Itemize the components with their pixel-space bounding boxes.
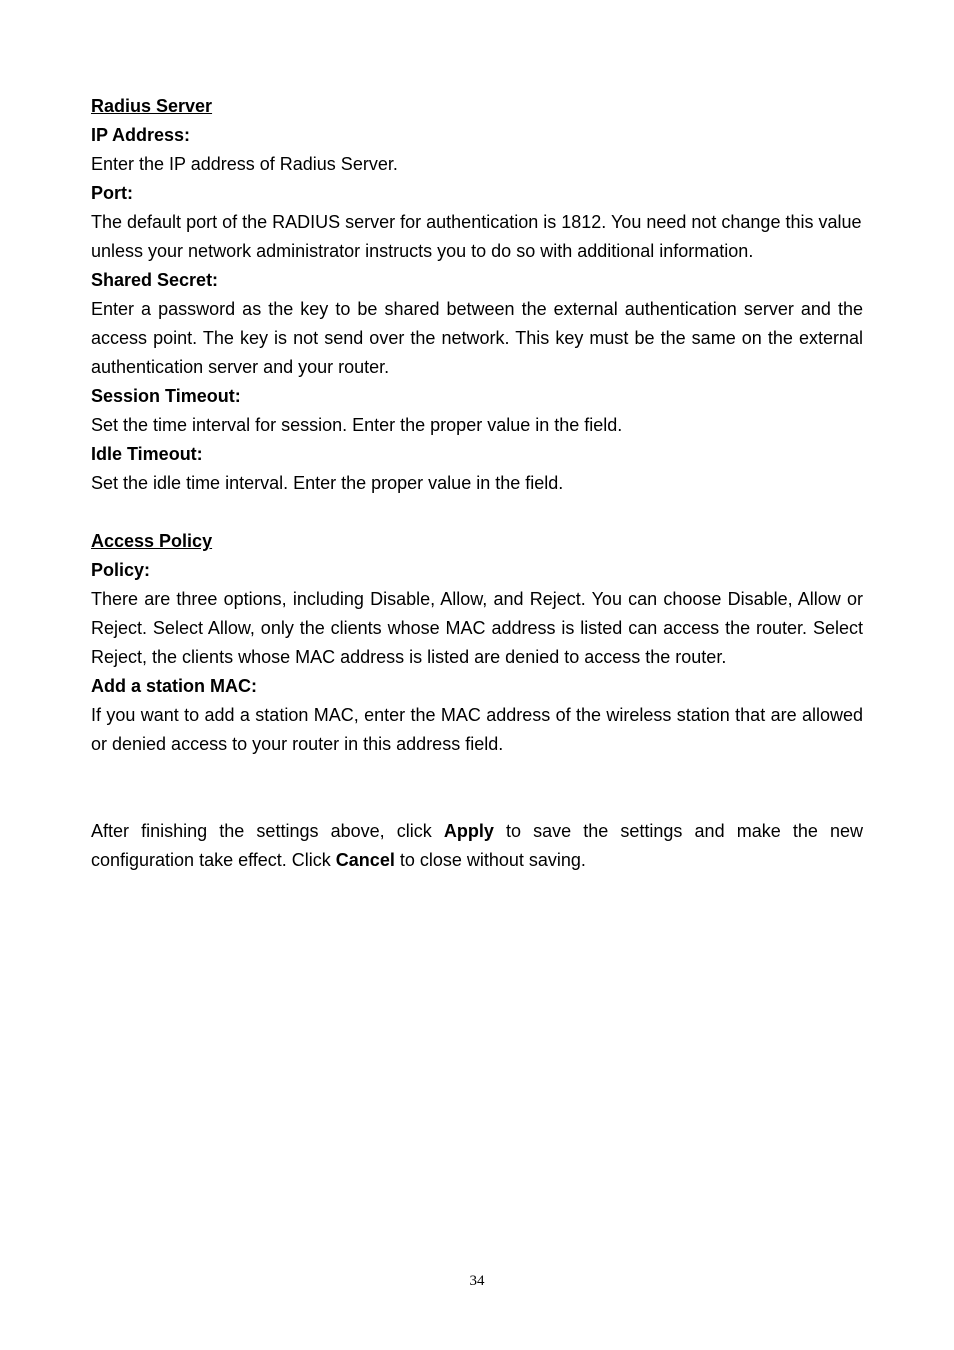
spacer xyxy=(91,759,863,817)
cancel-keyword: Cancel xyxy=(335,850,395,870)
idle-timeout-label: Idle Timeout: xyxy=(91,444,203,464)
ip-address-text: Enter the IP address of Radius Server. xyxy=(91,154,398,174)
closing-text-part3: to close without saving. xyxy=(394,850,586,870)
port-label: Port: xyxy=(91,183,133,203)
apply-keyword: Apply xyxy=(443,821,494,841)
policy-label: Policy: xyxy=(91,560,151,580)
spacer xyxy=(91,498,863,527)
add-station-mac-label: Add a station MAC: xyxy=(91,676,257,696)
add-station-mac-text: If you want to add a station MAC, enter the MAC address of the wireless station that are allowed or denied access to your router in this address field. xyxy=(91,705,863,754)
closing-text-part1: After finishing the settings above, click xyxy=(91,821,444,841)
policy-text: There are three options, including Disable, Allow, and Reject. You can choose Disable, Allow or Reject. Select Allow, only the clients whose MAC address is listed can access the router. Select Reject, the clients whose MAC address is listed are denied to access the router. xyxy=(91,589,863,667)
idle-timeout-text: Set the idle time interval. Enter the proper value in the field. xyxy=(91,473,564,493)
session-timeout-text: Set the time interval for session. Enter the proper value in the field. xyxy=(91,415,623,435)
port-text: The default port of the RADIUS server for authentication is 1812. You need not change this value unless your network administrator instructs you to do so with additional information. xyxy=(91,212,862,261)
ip-address-label: IP Address: xyxy=(91,125,191,145)
shared-secret-text: Enter a password as the key to be shared between the external authentication server and the access point. The key is not send over the network. This key must be the same on the external authentication server and your router. xyxy=(91,299,863,377)
closing-text-part2: to save the settings and make the new configuration take effect. Click xyxy=(91,821,863,870)
shared-secret-label: Shared Secret: xyxy=(91,270,219,290)
session-timeout-label: Session Timeout: xyxy=(91,386,241,406)
closing-paragraph xyxy=(91,817,863,875)
page-number: 34 xyxy=(469,1273,485,1289)
access-policy-heading: Access Policy xyxy=(91,531,213,551)
document-body xyxy=(91,92,863,875)
radius-server-heading: Radius Server xyxy=(91,96,213,116)
